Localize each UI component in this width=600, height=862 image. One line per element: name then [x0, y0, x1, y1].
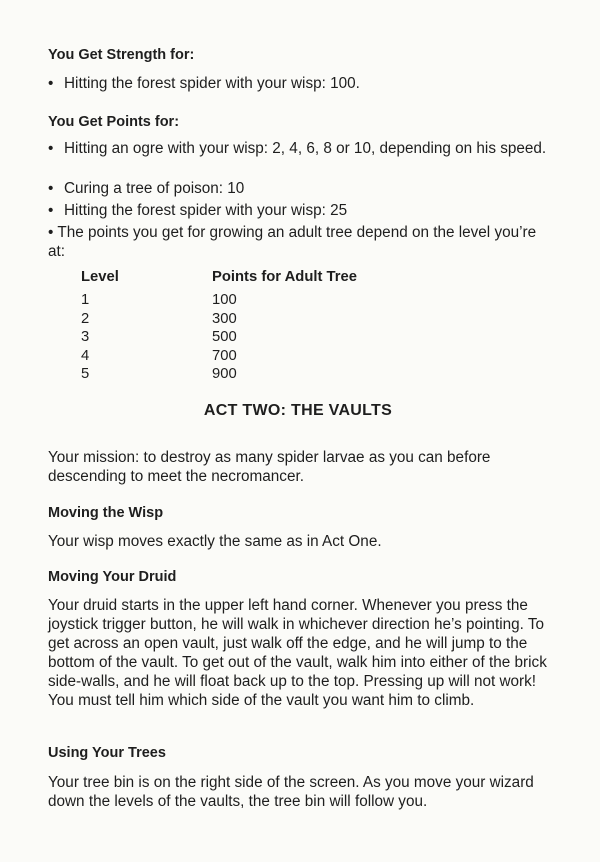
- moving-druid-text: Your druid starts in the upper left hand corner. Whenever you press the joystick trigger button, he will walk in whichever direction he’s pointing. To get across an open vault, just walk off the edge, and he will jump to the bottom of the vault. To get out of the vault, walk him into either of the brick side-walls, and he will float back up to the top. Pressing up will not work! You must tell him which side of the vault you want him to climb.: [48, 597, 547, 709]
- points-item: • Hitting the forest spider with your wisp: 25: [48, 202, 348, 219]
- bullet-icon: •: [48, 75, 54, 92]
- col-header-points: Points for Adult Tree: [212, 269, 357, 285]
- moving-druid-heading: Moving Your Druid: [48, 569, 177, 585]
- points-item: • Curing a tree of poison: 10: [48, 180, 245, 197]
- act-two-title: ACT TWO: THE VAULTS: [203, 402, 393, 419]
- points-heading: You Get Points for:: [48, 114, 180, 130]
- bullet-icon: •: [48, 224, 54, 241]
- col-header-level: Level: [81, 269, 119, 285]
- points-item: • Hitting an ogre with your wisp: 2, 4, 6, 8 or 10, depending on his speed.: [48, 140, 547, 157]
- points-item-adult-tree: • The points you get for growing an adult tree depend on the level you’re at:: [48, 224, 537, 260]
- mission-text: Your mission: to destroy as many spider larvae as you can before descending to meet the necromancer.: [48, 449, 491, 485]
- bullet-icon: •: [48, 202, 54, 219]
- moving-wisp-text: Your wisp moves exactly the same as in Act One.: [48, 533, 382, 550]
- bullet-icon: •: [48, 140, 54, 157]
- bullet-icon: •: [48, 180, 54, 197]
- using-trees-text: Your tree bin is on the right side of the screen. As you move your wizard down the levels of the vaults, the tree bin will follow you.: [48, 774, 534, 810]
- using-trees-heading: Using Your Trees: [48, 745, 166, 761]
- strength-item: • Hitting the forest spider with your wisp: 100.: [48, 75, 360, 92]
- moving-wisp-heading: Moving the Wisp: [48, 505, 164, 521]
- strength-heading: You Get Strength for:: [48, 47, 195, 63]
